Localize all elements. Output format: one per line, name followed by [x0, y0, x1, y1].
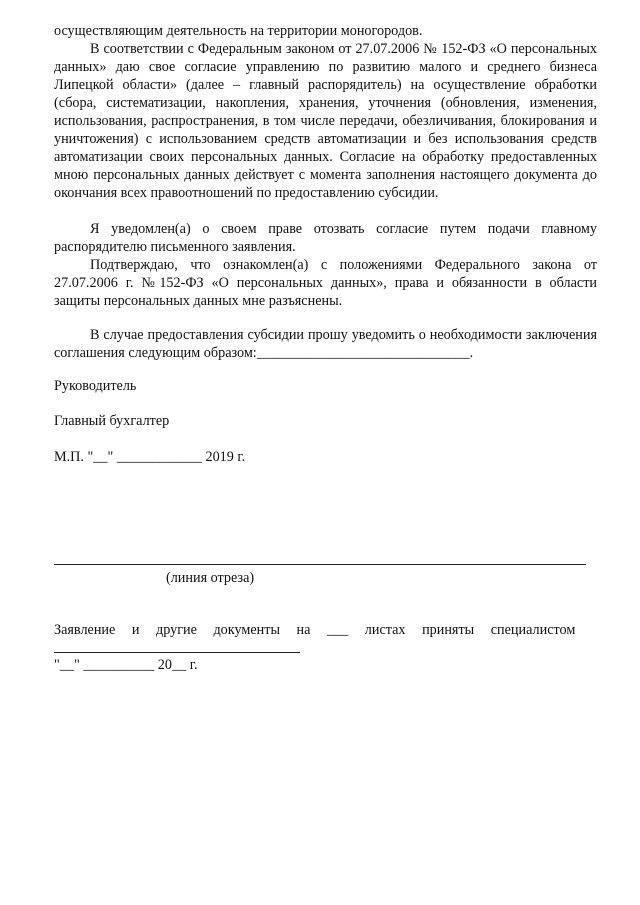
text-line-top: осуществляющим деятельность на территории моногородов.: [54, 23, 423, 39]
specialist-signature-line: [54, 652, 300, 653]
accountant-signature-label: Главный бухгалтер: [54, 413, 170, 429]
consent-paragraph: В соответствии с Федеральным законом от 27.07.2006 № 152-ФЗ «О персональных данных» даю свое согласие управлению по развитию малого и среднего бизнеса Липецкой области» (далее – главный распорядитель) на осуществление обработки (сбора, систематизации, накопления, хранения, уточнения (обновления, изменения, использования, распространения, в том числе передачи, обезличивания, блокирования и уничтожения) с использованием средств автоматизации и без использования средств автоматизации своих персональных данных. Согласие на обработку предоставленных мною персональных данных действует с момента заполнения настоящего документа до окончания всех правоотношений по предоставлению субсидии.: [54, 41, 597, 201]
cut-line: [54, 564, 586, 565]
head-signature-label: Руководитель: [54, 378, 137, 394]
acceptance-date-line: "__" __________ 20__ г.: [54, 657, 198, 673]
withdraw-paragraph: Я уведомлен(а) о своем праве отозвать согласие путем подачи главному распорядителю письменного заявления.: [54, 221, 597, 255]
notify-paragraph: В случае предоставления субсидии прошу уведомить о необходимости заключения соглашения следующим образом:______________________________.: [54, 327, 597, 361]
acceptance-line: Заявление и другие документы на ___ листах приняты специалистом: [54, 622, 576, 638]
cut-line-label: (линия отреза): [166, 570, 255, 586]
stamp-date-line: М.П. "__" ____________ 2019 г.: [54, 449, 246, 465]
confirm-paragraph: Подтверждаю, что ознакомлен(а) с положениями Федерального закона от 27.07.2006 г. №152-ФЗ «О персональных данных», права и обязанности в области защиты персональных данных мне разъяснены.: [54, 257, 597, 309]
